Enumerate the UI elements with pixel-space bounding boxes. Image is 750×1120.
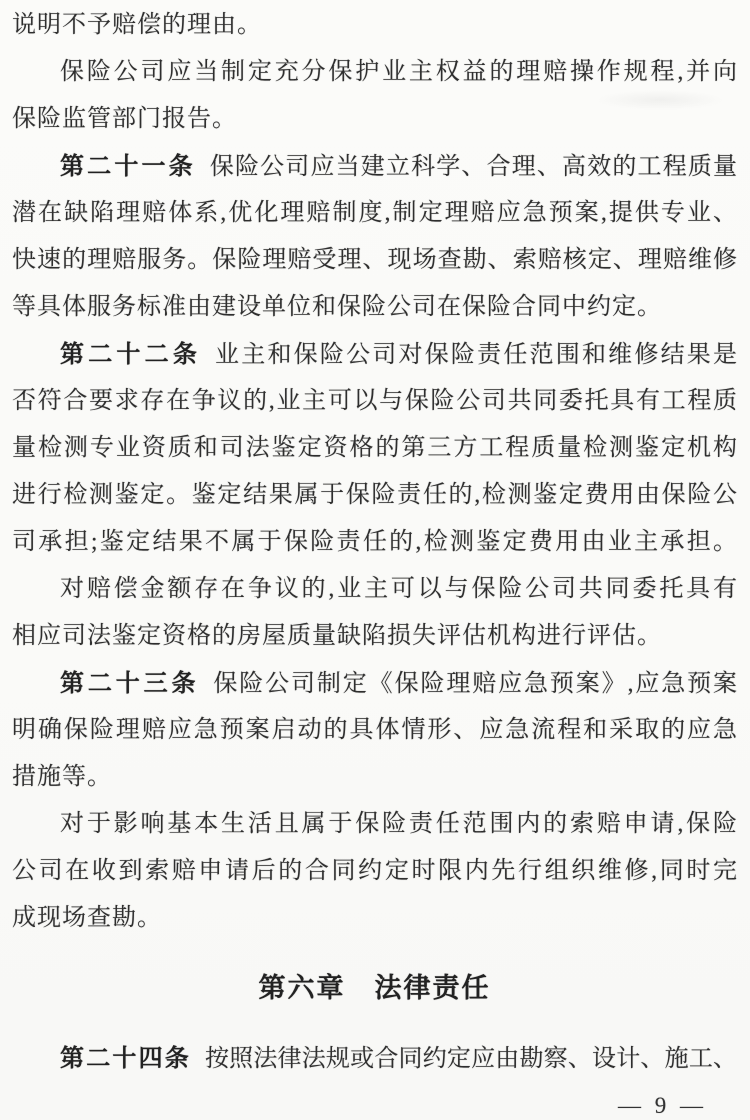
article-number: 第二十一条	[60, 153, 196, 180]
article-text: 保险公司制定《保险理赔应急预案》,应急预案	[213, 671, 738, 697]
body-line: 成现场查勘。	[12, 905, 162, 931]
body-line: 等具体服务标准由建设单位和保险公司在保险合同中约定。	[12, 294, 662, 320]
body-line-article-21	[12, 143, 737, 190]
body-line: 保险公司应当制定充分保护业主权益的理赔操作规程,并向	[60, 59, 737, 85]
body-line-article-23	[12, 660, 737, 707]
body-line: 快速的理赔服务。保险理赔受理、现场查勘、索赔核定、理赔维修	[12, 247, 737, 273]
body-line: 对于影响基本生活且属于保险责任范围内的索赔申请,保险	[60, 811, 737, 837]
body-line: 措施等。	[12, 764, 112, 790]
body-line: 相应司法鉴定资格的房屋质量缺陷损失评估机构进行评估。	[12, 623, 662, 649]
chapter-heading: 第六章 法律责任	[258, 973, 491, 1003]
body-line: 潜在缺陷理赔体系,优化理赔制度,制定理赔应急预案,提供专业、	[12, 200, 737, 226]
body-line: 明确保险理赔应急预案启动的具体情形、应急流程和采取的应急	[12, 717, 737, 743]
article-number: 第二十二条	[60, 341, 202, 368]
body-line: 否符合要求存在争议的,业主可以与保险公司共同委托具有工程质	[12, 388, 737, 414]
body-line: 量检测专业资质和司法鉴定资格的第三方工程质量检测鉴定机构	[12, 435, 737, 461]
article-number: 第二十三条	[60, 670, 200, 697]
article-number: 第二十四条	[60, 1045, 191, 1072]
article-text: 保险公司应当建立科学、合理、高效的工程质量	[209, 154, 738, 180]
body-line: 保险监管部门报告。	[12, 106, 237, 132]
article-text: 业主和保险公司对保险责任范围和维修结果是	[215, 342, 738, 368]
article-text: 按照法律法规或合同约定应由勘察、设计、施工、	[204, 1046, 738, 1072]
body-line-article-22	[12, 331, 737, 378]
body-line: 公司在收到索赔申请后的合同约定时限内先行组织维修,同时完	[12, 858, 737, 884]
body-line: 进行检测鉴定。鉴定结果属于保险责任的,检测鉴定费用由保险公	[12, 482, 737, 508]
body-line: 司承担;鉴定结果不属于保险责任的,检测鉴定费用由业主承担。	[12, 529, 737, 555]
page-number: — 9 —	[618, 1093, 707, 1118]
body-line: 对赔偿金额存在争议的,业主可以与保险公司共同委托具有	[60, 576, 737, 602]
body-line-article-24	[12, 1035, 737, 1082]
body-line: 说明不予赔偿的理由。	[12, 12, 262, 38]
